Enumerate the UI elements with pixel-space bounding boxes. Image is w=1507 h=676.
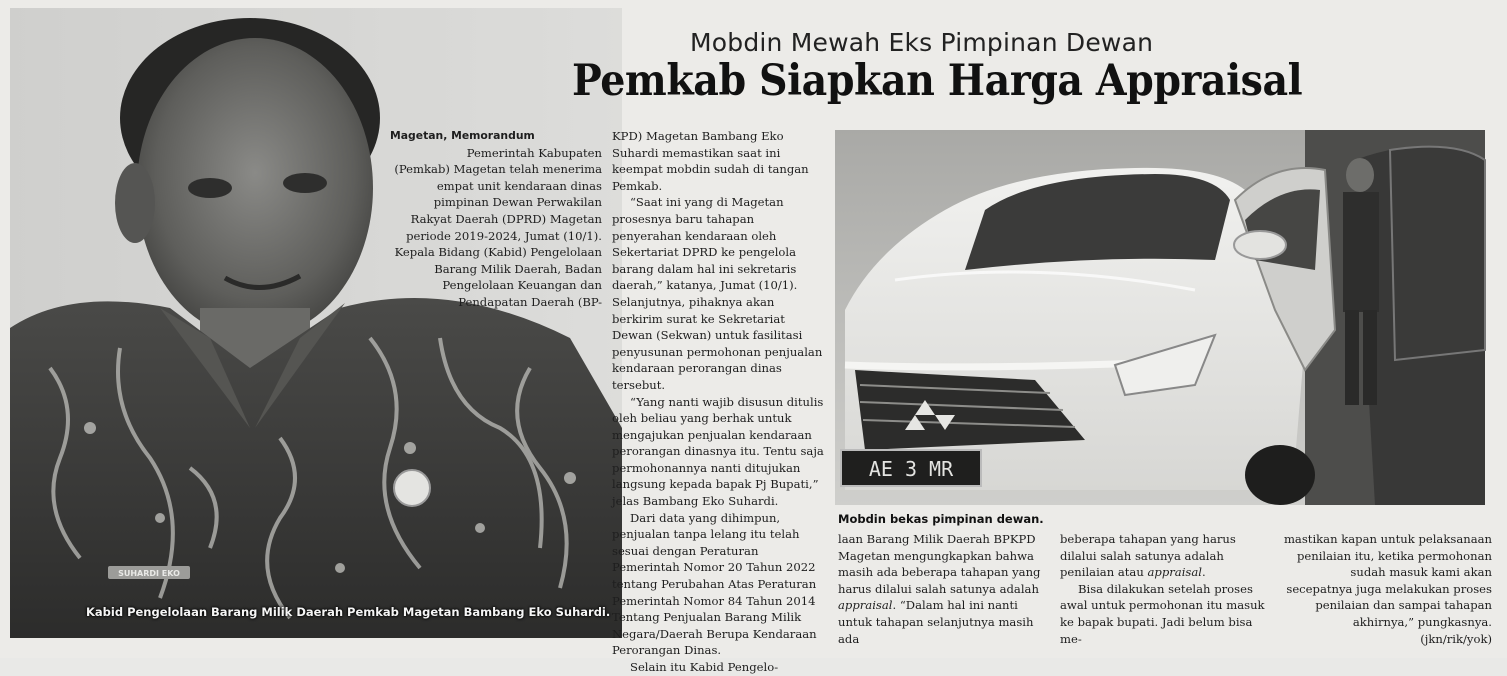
car-caption: Mobdin bekas pimpinan dewan.	[838, 512, 1044, 526]
column-4	[1060, 531, 1270, 647]
dateline: Magetan, Memorandum	[390, 129, 535, 142]
paragraph	[838, 531, 1046, 647]
paragraph: Dari data yang dihimpun, penjualan tanpa lelang itu telah sesuai dengan Peraturan Pemerintah Nomor 20 Tahun 2022 tentang Perubahan Atas Peraturan Pemerintah Nomor 84 Tahun 2014 Tentang Penjualan Barang Milik Negara/Daerah Berupa Kendaraan Perorangan Dinas.	[612, 510, 817, 658]
license-plate: AE 3 MR	[868, 457, 954, 481]
portrait-caption: Kabid Pengelolaan Barang Milik Daerah Pemkab Magetan Bambang Eko Suhardi.	[86, 605, 611, 619]
column-2	[612, 128, 824, 676]
paragraph: “Yang nanti wajib disusun ditulis oleh beliau yang berhak untuk mengajukan penjualan kendaraan perorangan dinasnya itu. Tentu saja permohonannya nanti ditujukan langsung kepada bapak Pj Bupati,” jelas Bambang Eko Suhardi.	[612, 394, 824, 509]
paragraph-text: .	[1202, 565, 1206, 580]
column-1	[390, 128, 602, 311]
paragraph: mastikan kapan untuk pelaksanaan penilaian itu, ketika permohonan sudah masuk kami akan secepatnya juga melakukan proses penilaian dan sampai tahapan akhirnya,” pungkasnya. (jkn/rik/yok)	[1283, 532, 1492, 646]
italic-term: appraisal	[1147, 565, 1202, 580]
italic-term: appraisal	[838, 598, 893, 613]
paragraph: “Saat ini yang di Magetan prosesnya baru tahapan penyerahan kendaraan oleh Sekertariat DPRD ke pengelola barang dalam hal ini sekretaris daerah,” katanya, Jumat (10/1). Selanjutnya, pihaknya akan berkirim surat ke Sekretariat Dewan (Sekwan) untuk fasilitasi penyusunan permohonan penjualan kendaraan perorangan dinas tersebut.	[612, 195, 823, 392]
name-badge: SUHARDI EKO	[118, 569, 180, 578]
paragraph: Pemerintah Kabupaten (Pemkab) Magetan telah menerima empat unit kendaraan dinas pimpinan Dewan Perwakilan Rakyat Daerah (DPRD) Magetan periode 2019-2024, Jumat (10/1). Kepala Bidang (Kabid) Pengelolaan Barang Milik Daerah, Badan Pengelolaan Keuangan dan Pendapatan Daerah (BP-	[394, 145, 602, 309]
paragraph-text: laan Barang Milik Daerah BPKPD Magetan mengungkapkan bahwa masih ada beberapa tahapan yang harus dilalui salah satunya adalah	[838, 532, 1041, 596]
paragraph: Selain itu Kabid Pengelo-	[630, 660, 779, 674]
headline: Pemkab Siapkan Harga Appraisal	[572, 56, 1303, 106]
paragraph-text: . “Dalam hal ini nanti untuk tahapan selanjutnya masih ada	[838, 598, 1034, 646]
paragraph	[1060, 531, 1270, 581]
column-5	[1282, 531, 1492, 647]
car-photo	[835, 130, 1485, 505]
paragraph: KPD) Magetan Bambang Eko Suhardi memastikan saat ini keempat mobdin sudah di tangan Pemkab.	[612, 129, 809, 193]
kicker: Mobdin Mewah Eks Pimpinan Dewan	[690, 28, 1154, 57]
portrait-photo	[10, 8, 622, 638]
paragraph-text: beberapa tahapan yang harus dilalui salah satunya adalah penilaian atau	[1060, 532, 1236, 580]
paragraph: Bisa dilakukan setelah proses awal untuk permohonan itu masuk ke bapak bupati. Jadi belum bisa me-	[1060, 581, 1265, 646]
column-3	[838, 531, 1046, 647]
